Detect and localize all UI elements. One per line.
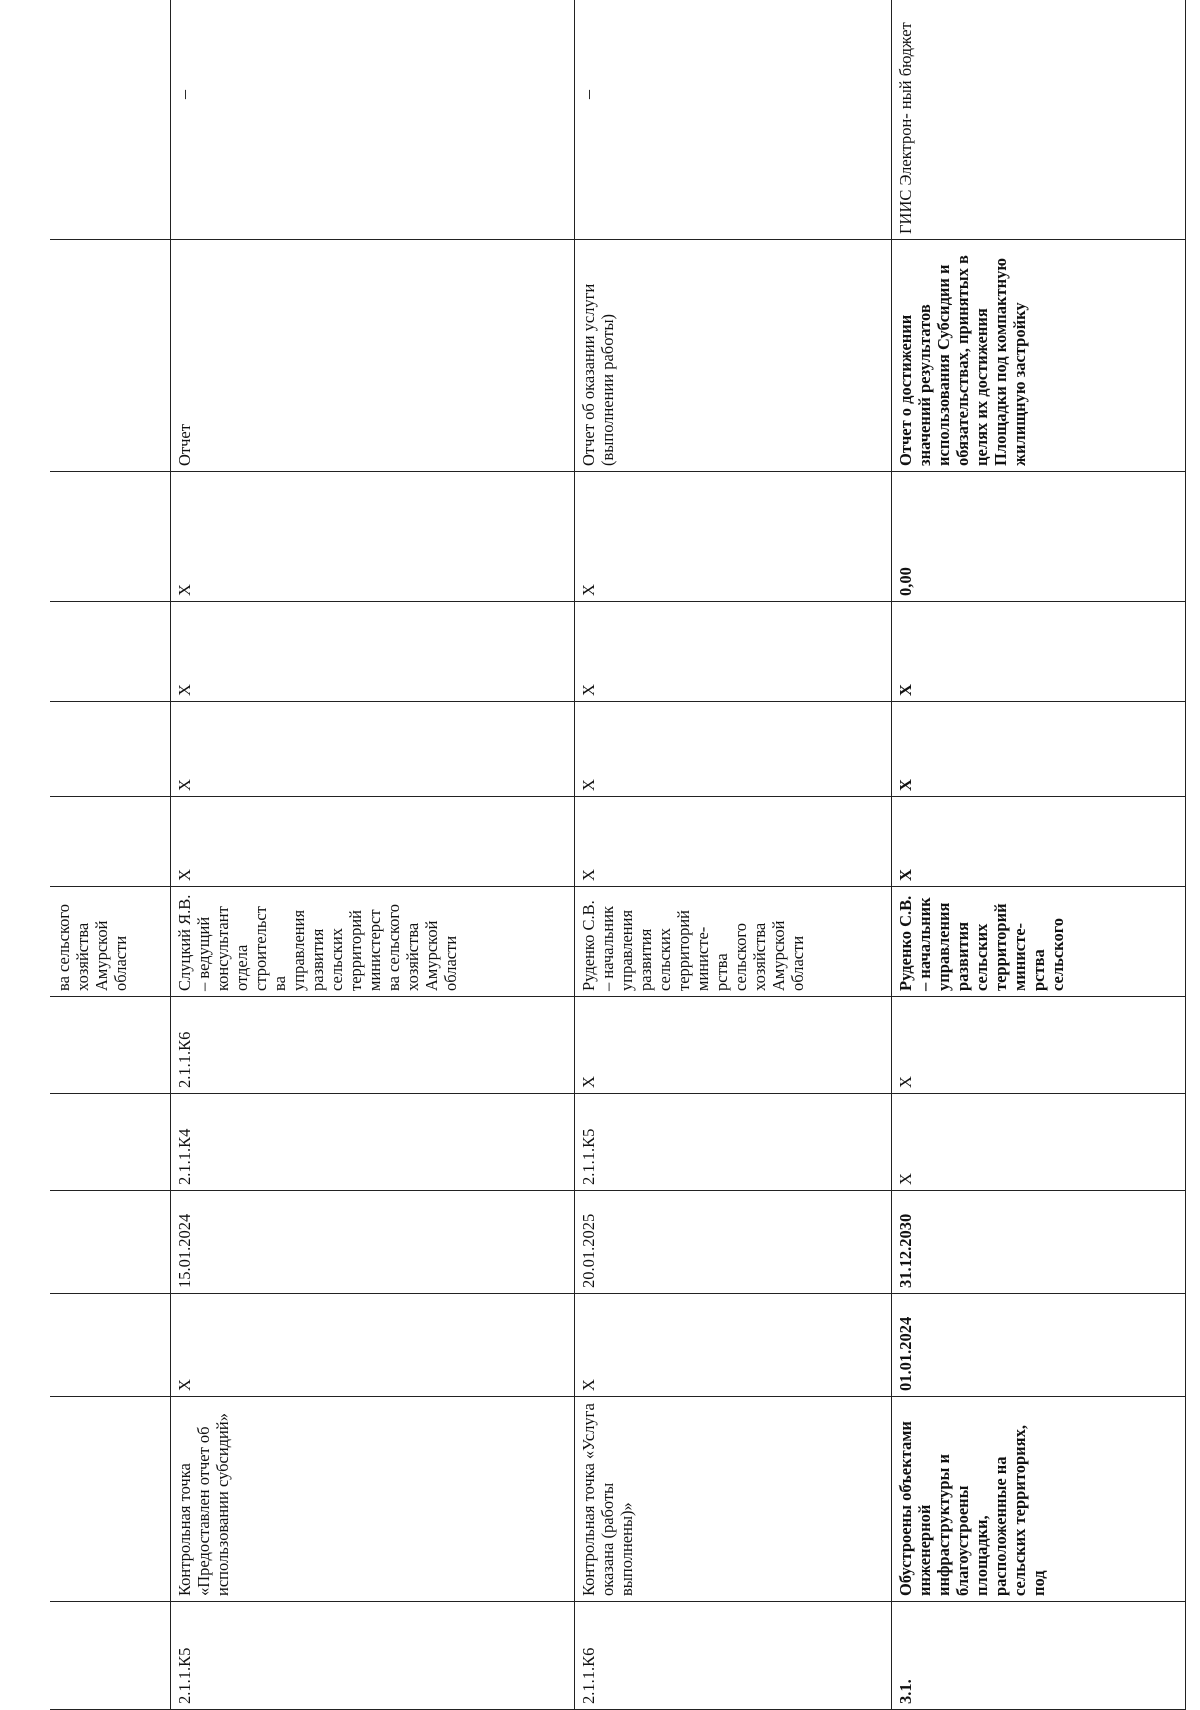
cell-value: X [891, 797, 1185, 887]
cell-number: 3.1. [891, 1602, 1185, 1710]
table-row [574, 0, 891, 1710]
cell-system: ГИИС Электрон- ный бюджет [891, 0, 1185, 240]
cell-value: X [574, 702, 891, 797]
cell-empty [50, 0, 170, 240]
cell-value: X [170, 472, 574, 602]
cell-name: Обустроены объектами инженерной инфраструктуры и благоустроены площадки, расположенные на сельских территориях, под [891, 1397, 1185, 1602]
cell-value: X [574, 797, 891, 887]
cell-predecessor: 2.1.1.К4 [170, 1094, 574, 1191]
cell-empty [50, 997, 170, 1094]
cell-responsible: Руденко С.В. – начальник управления развития сельских территорий министе- рства сельского [891, 887, 1185, 997]
cell-responsible: Руденко С.В. – начальник управления развития сельских территорий министе- рства сельского хозяйства Амурской области [574, 887, 891, 997]
cell-value: X [170, 702, 574, 797]
cell-empty [50, 797, 170, 887]
cell-value: X [170, 602, 574, 702]
cell-system: – [170, 0, 574, 240]
cell-empty [50, 602, 170, 702]
cell-empty [50, 240, 170, 472]
cell-end-date: 20.01.2025 [574, 1191, 891, 1294]
cell-end-date: 31.12.2030 [891, 1191, 1185, 1294]
cell-value: X [574, 472, 891, 602]
cell-document: Отчет об оказании услуги (выполнении работы) [574, 240, 891, 472]
cell-responsible: ва сельского хозяйства Амурской области [50, 887, 170, 997]
plan-table [50, 0, 1186, 1710]
table-row-continuation [50, 0, 170, 1710]
cell-responsible: Слуцкий Я.В. – ведущий консультант отдела строительст ва управления развития сельских территорий министерст ва сельского хозяйства Амурской области [170, 887, 574, 997]
cell-start-date: X [574, 1294, 891, 1397]
cell-predecessor: X [891, 1094, 1185, 1191]
cell-empty [50, 1191, 170, 1294]
cell-empty [50, 1397, 170, 1602]
cell-start-date: X [170, 1294, 574, 1397]
cell-document: Отчет о достижении значений результатов использования Субсидии и обязательствах, принятых в целях их достижения Площадки под компактную жилищную застройку [891, 240, 1185, 472]
cell-number: 2.1.1.К6 [574, 1602, 891, 1710]
cell-successor: 2.1.1.К6 [170, 997, 574, 1094]
cell-name: Контрольная точка «Предоставлен отчет об использовании субсидий» [170, 1397, 574, 1602]
cell-value: X [574, 602, 891, 702]
cell-predecessor: 2.1.1.К5 [574, 1094, 891, 1191]
table-row [891, 0, 1185, 1710]
table-row [170, 0, 574, 1710]
cell-number: 2.1.1.К5 [170, 1602, 574, 1710]
cell-empty [50, 472, 170, 602]
cell-name: Контрольная точка «Услуга оказана (работы выполнены)» [574, 1397, 891, 1602]
cell-end-date: 15.01.2024 [170, 1191, 574, 1294]
cell-document: Отчет [170, 240, 574, 472]
cell-value: 0,00 [891, 472, 1185, 602]
cell-system: – [574, 0, 891, 240]
cell-empty [50, 1294, 170, 1397]
cell-empty [50, 702, 170, 797]
cell-empty [50, 1094, 170, 1191]
rotated-table-wrapper [50, 22, 1185, 1710]
cell-value: X [891, 602, 1185, 702]
cell-value: X [891, 702, 1185, 797]
cell-successor: X [574, 997, 891, 1094]
cell-empty [50, 1602, 170, 1710]
cell-successor: X [891, 997, 1185, 1094]
cell-start-date: 01.01.2024 [891, 1294, 1185, 1397]
cell-value: X [170, 797, 574, 887]
